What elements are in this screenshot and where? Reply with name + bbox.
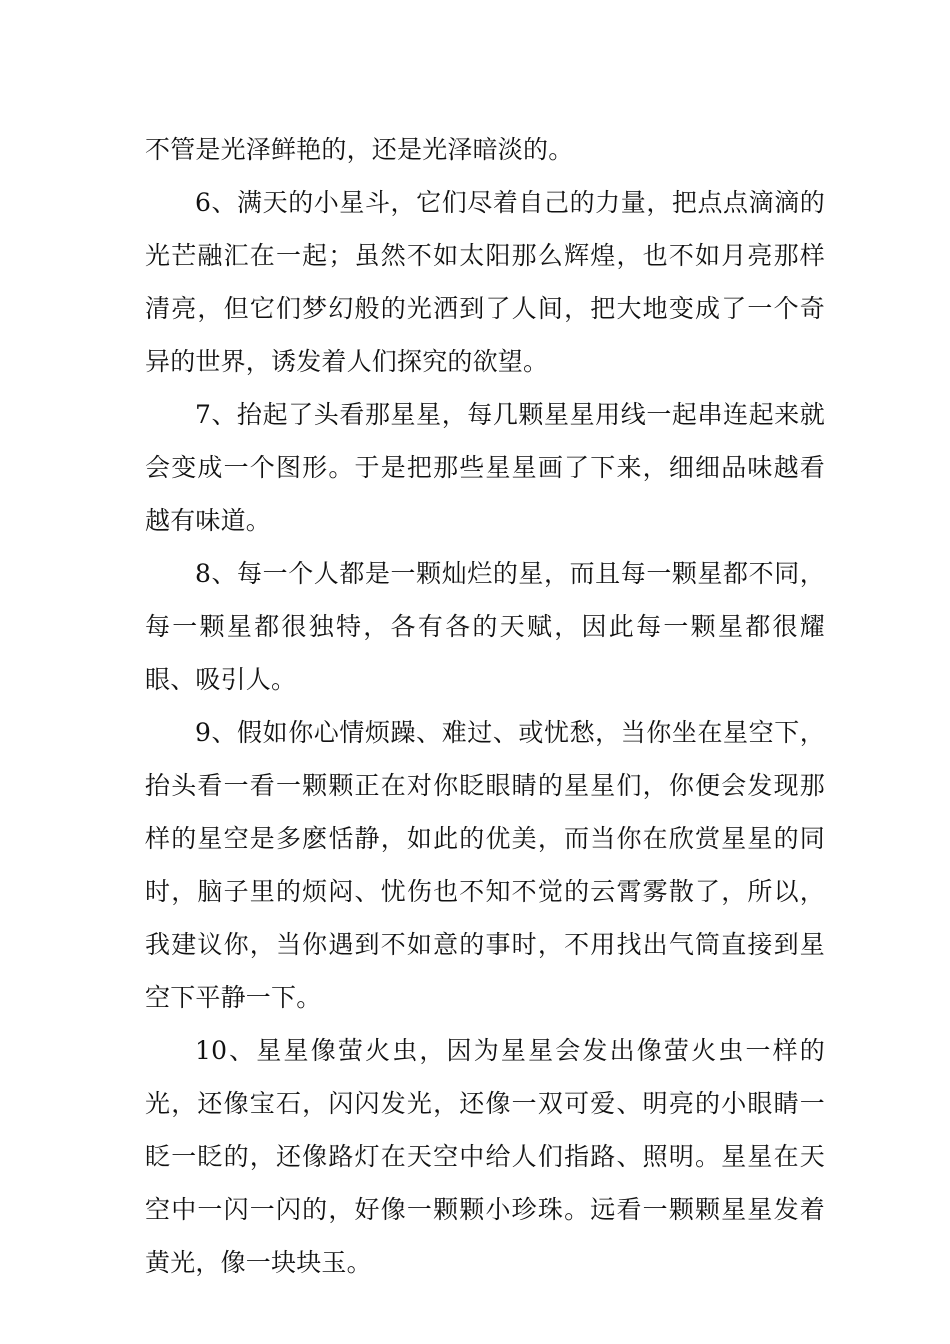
paragraph-item-7: 7、抬起了头看那星星，每几颗星星用线一起串连起来就会变成一个图形。于是把那些星星画了下来，细细品味越看越有味道。 (145, 400, 825, 535)
paragraph-continuation: 不管是光泽鲜艳的，还是光泽暗淡的。 (145, 135, 574, 164)
document-body (145, 123, 825, 1289)
paragraph-item-9: 9、假如你心情烦躁、难过、或忧愁，当你坐在星空下，抬头看一看一颗颗正在对你眨眼睛的星星们，你便会发现那样的星空是多麽恬静，如此的优美，而当你在欣赏星星的同时，脑子里的烦闷、忧伤也不知不觉的云霄雾散了，所以，我建议你，当你遇到不如意的事时，不用找出气筒直接到星空下平静一下。 (145, 718, 825, 1012)
paragraph-item-10: 10、星星像萤火虫，因为星星会发出像萤火虫一样的光，还像宝石，闪闪发光，还像一双可爱、明亮的小眼睛一眨一眨的，还像路灯在天空中给人们指路、照明。星星在天空中一闪一闪的，好像一颗颗小珍珠。远看一颗颗星星发着黄光，像一块块玉。 (145, 1036, 825, 1277)
paragraph-item-6: 6、满天的小星斗，它们尽着自己的力量，把点点滴滴的光芒融汇在一起；虽然不如太阳那么辉煌，也不如月亮那样清亮，但它们梦幻般的光洒到了人间，把大地变成了一个奇异的世界，诱发着人们探究的欲望。 (145, 188, 825, 376)
paragraph-item-8: 8、每一个人都是一颗灿烂的星，而且每一颗星都不同，每一颗星都很独特，各有各的天赋，因此每一颗星都很耀眼、吸引人。 (145, 559, 825, 694)
